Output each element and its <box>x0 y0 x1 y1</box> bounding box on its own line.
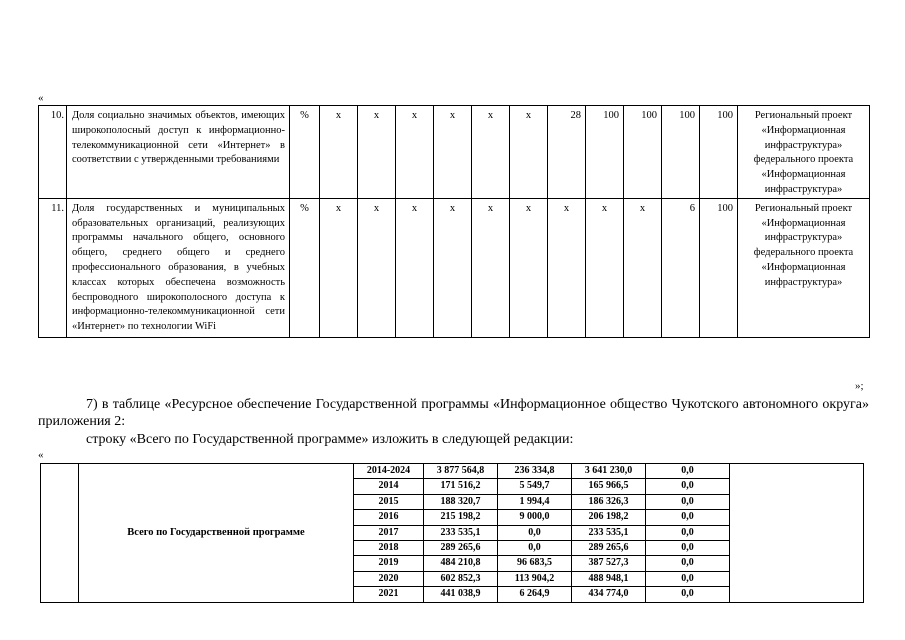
amount-cell: 0,0 <box>646 464 730 479</box>
paragraph-row-instruction <box>86 431 869 448</box>
amount-cell: 3 641 230,0 <box>572 464 646 479</box>
amount-cell: 602 852,3 <box>424 571 498 586</box>
value-cell: 100 <box>624 106 662 199</box>
value-cell: x <box>396 198 434 337</box>
empty-cell <box>41 464 79 603</box>
amount-cell: 5 549,7 <box>498 479 572 494</box>
year-cell: 2015 <box>354 494 424 509</box>
resource-row <box>41 464 864 479</box>
amount-cell: 0,0 <box>646 510 730 525</box>
year-cell: 2021 <box>354 587 424 602</box>
resource-table <box>40 463 864 603</box>
amount-cell: 0,0 <box>646 494 730 509</box>
amount-cell: 441 038,9 <box>424 587 498 602</box>
value-cell: x <box>320 198 358 337</box>
value-cell: x <box>434 198 472 337</box>
project-cell: Региональный проект «Информационная инфраструктура» федерального проекта «Информационная инфраструктура» <box>738 198 870 337</box>
program-total-label: Всего по Государственной программе <box>79 464 354 603</box>
paragraph-7-text: 7) в таблице «Ресурсное обеспечение Государственной программы «Информационное общество Чукотского автономного округа» приложения 2: <box>38 397 869 429</box>
amount-cell: 434 774,0 <box>572 587 646 602</box>
amount-cell: 188 320,7 <box>424 494 498 509</box>
amount-cell: 387 527,3 <box>572 556 646 571</box>
amount-cell: 0,0 <box>646 571 730 586</box>
value-cell: 100 <box>662 106 700 199</box>
amount-cell: 0,0 <box>646 587 730 602</box>
value-cell: x <box>472 106 510 199</box>
paragraph-row-text: строку «Всего по Государственной программе» изложить в следующей редакции: <box>86 432 574 447</box>
closing-quote-1: »; <box>855 380 864 392</box>
amount-cell: 0,0 <box>498 525 572 540</box>
amount-cell: 215 198,2 <box>424 510 498 525</box>
empty-cell <box>730 464 864 603</box>
value-cell: x <box>320 106 358 199</box>
indicators-table <box>38 105 870 338</box>
opening-quote-2: « <box>38 449 44 461</box>
amount-cell: 113 904,2 <box>498 571 572 586</box>
row-number: 10. <box>39 106 67 199</box>
amount-cell: 96 683,5 <box>498 556 572 571</box>
amount-cell: 0,0 <box>498 541 572 556</box>
amount-cell: 206 198,2 <box>572 510 646 525</box>
opening-quote-1: « <box>38 92 44 104</box>
value-cell: x <box>624 198 662 337</box>
amount-cell: 1 994,4 <box>498 494 572 509</box>
amount-cell: 233 535,1 <box>572 525 646 540</box>
value-cell: 6 <box>662 198 700 337</box>
value-cell: x <box>586 198 624 337</box>
year-cell: 2019 <box>354 556 424 571</box>
indicator-name: Доля социально значимых объектов, имеющих широкополосный доступ к информационно-телекоммуникационной сети «Интернет» в соответствии с утвержденными требованиями <box>67 106 290 199</box>
amount-cell: 6 264,9 <box>498 587 572 602</box>
amount-cell: 0,0 <box>646 479 730 494</box>
year-cell: 2016 <box>354 510 424 525</box>
amount-cell: 171 516,2 <box>424 479 498 494</box>
value-cell: x <box>472 198 510 337</box>
amount-cell: 233 535,1 <box>424 525 498 540</box>
unit-cell: % <box>290 198 320 337</box>
value-cell: 100 <box>700 106 738 199</box>
value-cell: x <box>396 106 434 199</box>
project-cell: Региональный проект «Информационная инфраструктура» федерального проекта «Информационная инфраструктура» <box>738 106 870 199</box>
value-cell: x <box>358 106 396 199</box>
amount-cell: 3 877 564,8 <box>424 464 498 479</box>
year-cell: 2020 <box>354 571 424 586</box>
value-cell: x <box>510 106 548 199</box>
amount-cell: 236 334,8 <box>498 464 572 479</box>
value-cell: 100 <box>700 198 738 337</box>
year-cell: 2018 <box>354 541 424 556</box>
value-cell: 100 <box>586 106 624 199</box>
value-cell: x <box>548 198 586 337</box>
unit-cell: % <box>290 106 320 199</box>
amount-cell: 165 966,5 <box>572 479 646 494</box>
indicator-row <box>39 198 870 337</box>
amount-cell: 488 948,1 <box>572 571 646 586</box>
amount-cell: 289 265,6 <box>572 541 646 556</box>
amount-cell: 9 000,0 <box>498 510 572 525</box>
amount-cell: 0,0 <box>646 556 730 571</box>
value-cell: 28 <box>548 106 586 199</box>
year-cell: 2014 <box>354 479 424 494</box>
paragraph-7 <box>38 396 869 430</box>
amount-cell: 0,0 <box>646 541 730 556</box>
value-cell: x <box>434 106 472 199</box>
amount-cell: 0,0 <box>646 525 730 540</box>
indicator-row <box>39 106 870 199</box>
indicator-name: Доля государственных и муниципальных образовательных организаций, реализующих программы начального общего, основного общего, среднего общего и среднего профессионального образования, в учебных классах которых обеспечена возможность беспроводного широкополосного доступа к информационно-телекоммуникационной сети «Интернет» по технологии WiFi <box>67 198 290 337</box>
value-cell: x <box>510 198 548 337</box>
amount-cell: 186 326,3 <box>572 494 646 509</box>
amount-cell: 484 210,8 <box>424 556 498 571</box>
year-cell: 2017 <box>354 525 424 540</box>
row-number: 11. <box>39 198 67 337</box>
amount-cell: 289 265,6 <box>424 541 498 556</box>
value-cell: x <box>358 198 396 337</box>
year-cell: 2014-2024 <box>354 464 424 479</box>
